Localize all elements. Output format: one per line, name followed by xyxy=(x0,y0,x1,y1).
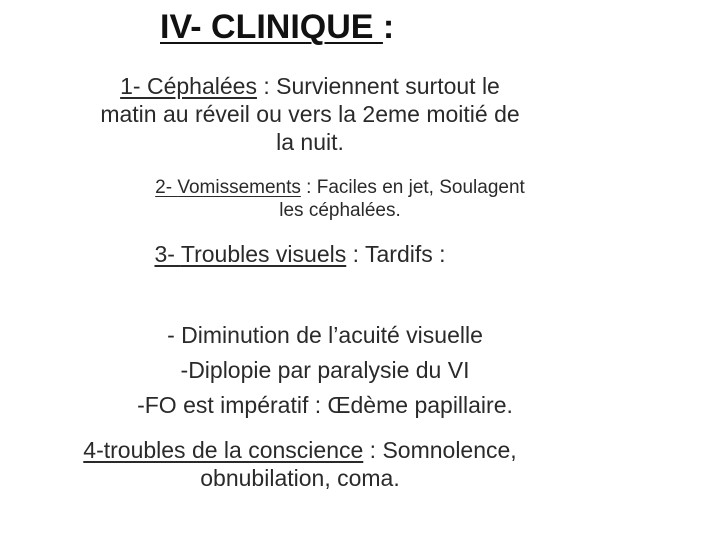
list-item: - Diminution de l’acuité visuelle xyxy=(167,322,483,348)
item-3-term: Troubles visuels xyxy=(180,241,347,267)
item-2-vomissements xyxy=(60,176,620,222)
item-1-number: 1- xyxy=(120,73,147,99)
item-4-term: 4-troubles de la conscience xyxy=(83,437,364,463)
item-3-symptom-list xyxy=(30,318,620,423)
item-2-number: 2- xyxy=(155,177,178,198)
item-2-line-1 xyxy=(60,176,620,199)
slide-title-text: IV- CLINIQUE xyxy=(160,8,383,46)
list-item: -Diplopie par paralysie du VI xyxy=(180,356,470,383)
item-4-line-2: obnubilation, coma. xyxy=(200,465,400,492)
item-3-line-1 xyxy=(60,240,540,268)
item-1-term: Céphalées xyxy=(146,73,257,99)
item-2-line-2: les céphalées. xyxy=(279,200,401,222)
item-3-troubles-visuels xyxy=(60,240,540,268)
list-item: -FO est impératif : Œdème papillaire. xyxy=(137,391,513,418)
item-3-line-1-rest: : Tardifs : xyxy=(346,241,446,267)
item-1-line-2: matin au réveil ou vers la 2eme moitié de xyxy=(100,101,520,128)
item-4-line-1 xyxy=(20,436,580,464)
item-1-line-3: la nuit. xyxy=(276,129,344,156)
item-4-troubles-conscience xyxy=(20,436,580,492)
item-1-line-1 xyxy=(20,72,600,100)
item-1-cephalees xyxy=(20,72,600,156)
item-2-term: Vomissements xyxy=(177,177,301,198)
item-1-line-1-rest: : Surviennent surtout le xyxy=(256,73,500,99)
item-2-line-1-rest: : Faciles en jet, Soulagent xyxy=(300,177,525,198)
item-3-number: 3- xyxy=(154,241,181,267)
slide-title-colon: : xyxy=(382,8,395,46)
item-4-line-1-rest: : Somnolence, xyxy=(363,437,517,463)
slide-title xyxy=(160,8,460,47)
